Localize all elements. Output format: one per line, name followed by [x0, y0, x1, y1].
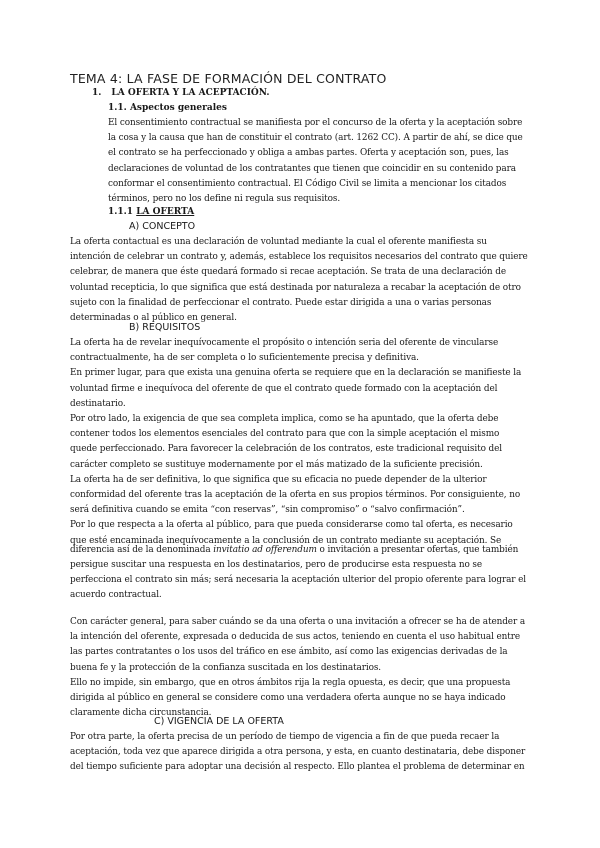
text-line: celebrar, de manera que éste quedará formado si recae aceptación. Se trata de una declaración de [70, 267, 506, 278]
text-line: el contrato se ha perfeccionado y obliga a ambas partes. Oferta y aceptación son, pues, las [108, 148, 509, 159]
subheading-requisitos: B) REQUISITOS [129, 322, 201, 333]
text-line-invitatio [70, 544, 518, 556]
text-line: aceptación, toda vez que aparece dirigida a otra persona, y esta, en cuanto destinataria, debe disponer [70, 747, 526, 758]
section-number: 1. [92, 88, 102, 98]
text-line: La oferta contactual es una declaración de voluntad mediante la cual el oferente manifiesta su [70, 237, 487, 247]
text-line: Por lo que respecta a la oferta al público, para que pueda considerarse como tal oferta, es necesario [70, 520, 513, 531]
text-line: la intención del oferente, expresada o deducida de sus actos, teniendo en cuenta el uso habitual entre [70, 632, 521, 643]
text-line: las partes contratantes o los usos del tráfico en ese ámbito, así como las exigencias derivadas de la [70, 647, 508, 658]
section-number: 1.1.1 [108, 207, 134, 217]
text-line: del tiempo suficiente para adoptar una decisión al respecto. Ello plantea el problema de determinar en [70, 762, 525, 773]
text-line: voluntad recepticia, lo que significa que está destinada por naturaleza a recabar la aceptación de otro [70, 282, 521, 293]
text-line: que esté encaminada inequívocamente a la conclusión de un contrato mediante su aceptación. Se [70, 535, 502, 546]
text-line: Ello no impide, sin embargo, que en otros ámbitos rija la regla opuesta, es decir, que una propuesta [70, 677, 511, 688]
text-line: declaraciones de voluntad de los contratantes que tienen que coincidir en su contenido para [108, 163, 516, 174]
section-label: LA OFERTA Y LA ACEPTACIÓN. [111, 88, 270, 98]
text-line: La oferta ha de revelar inequívocamente el propósito o intención seria del oferente de vincularse [70, 338, 499, 348]
text-line: contener todos los elementos esenciales del contrato para que con la simple aceptación el mismo [70, 429, 500, 440]
text-line: destinatario. [70, 398, 126, 409]
text-line: Por otro lado, la exigencia de que sea completa implica, como se ha apuntado, que la oferta debe [70, 414, 499, 424]
section-heading-1 [92, 87, 270, 99]
text-line: perfecciona el contrato sin más; será necesaria la aceptación ulterior del propio oferente para lograr el [70, 575, 527, 586]
text-line: Con carácter general, para saber cuándo se da una oferta o una invitación a ofrecer se ha de atender a [70, 617, 526, 627]
text-line: será definitiva cuando se emita “con reservas”, “sin compromiso” o “salvo confirmación”. [70, 505, 465, 516]
text-line: conformidad del oferente tras la aceptación de la oferta en sus propios términos. Por consiguiente, no [70, 490, 521, 500]
text-line: dirigida al público en general se considere como una verdadera oferta aunque no se haya indicado [70, 693, 506, 703]
subheading-concepto: A) CONCEPTO [129, 221, 196, 232]
section-label: Aspectos generales [129, 103, 227, 113]
text-line: El consentimiento contractual se manifiesta por el concurso de la oferta y la aceptación sobre [108, 118, 523, 128]
text-line: claramente dicha circunstancia. [70, 708, 212, 719]
text-line: términos, pero no los define ni regula sus requisitos. [108, 194, 341, 204]
text-line: La oferta ha de ser definitiva, lo que significa que su eficacia no puede depender de la ulterior [70, 474, 487, 485]
text-line: Por otra parte, la oferta precisa de un período de tiempo de vigencia a fin de que pueda recaer la [70, 732, 500, 742]
text-segment: diferencia así de la denominada [70, 545, 214, 555]
text-line: buena fe y la protección de la confianza suscitada en los destinatarios. [70, 662, 382, 673]
latin-term: invitatio ad offerendum [213, 545, 317, 555]
text-line: la cosa y la causa que han de constituir el contrato (art. 1262 CC). A partir de ahí, se dice que [108, 133, 523, 144]
text-line: intención de celebrar un contrato y, además, establece los requisitos necesarios del contrato que quiere [70, 252, 528, 263]
text-line: voluntad firme e inequívoca del oferente de que el contrato quede formado con la aceptación del [70, 383, 498, 394]
section-label: LA OFERTA [136, 207, 195, 217]
section-heading-1-1-1 [108, 206, 194, 218]
text-line: conformar el consentimiento contractual. El Código Civil se limita a mencionar los citados [108, 178, 507, 189]
text-line: carácter completo se sustituye modernamente por el más matizado de la suficiente precisión. [70, 459, 483, 470]
section-number: 1.1. [108, 103, 127, 113]
text-line: determinadas o al público en general. [70, 313, 237, 323]
page-title: TEMA 4: LA FASE DE FORMACIÓN DEL CONTRATO [70, 71, 387, 86]
text-line: En primer lugar, para que exista una genuina oferta se requiere que en la declaración se manifieste la [70, 368, 522, 379]
text-line: sujeto con la finalidad de perfeccionar el contrato. Puede estar dirigida a una o varias personas [70, 297, 492, 308]
text-line: quede perfeccionado. Para favorecer la celebración de los contratos, este tradicional requisito del [70, 444, 503, 455]
section-heading-1-1 [108, 102, 227, 114]
text-line: acuerdo contractual. [70, 590, 162, 601]
text-line: persigue suscitar una respuesta en los destinatarios, pero de producirse esta respuesta no se [70, 560, 483, 570]
subheading-vigencia: C) VIGENCIA DE LA OFERTA [154, 716, 284, 727]
text-segment: o invitación a presentar ofertas, que también [316, 545, 519, 555]
text-line: contractualmente, ha de ser completa o lo suficientemente precisa y definitiva. [70, 353, 419, 364]
